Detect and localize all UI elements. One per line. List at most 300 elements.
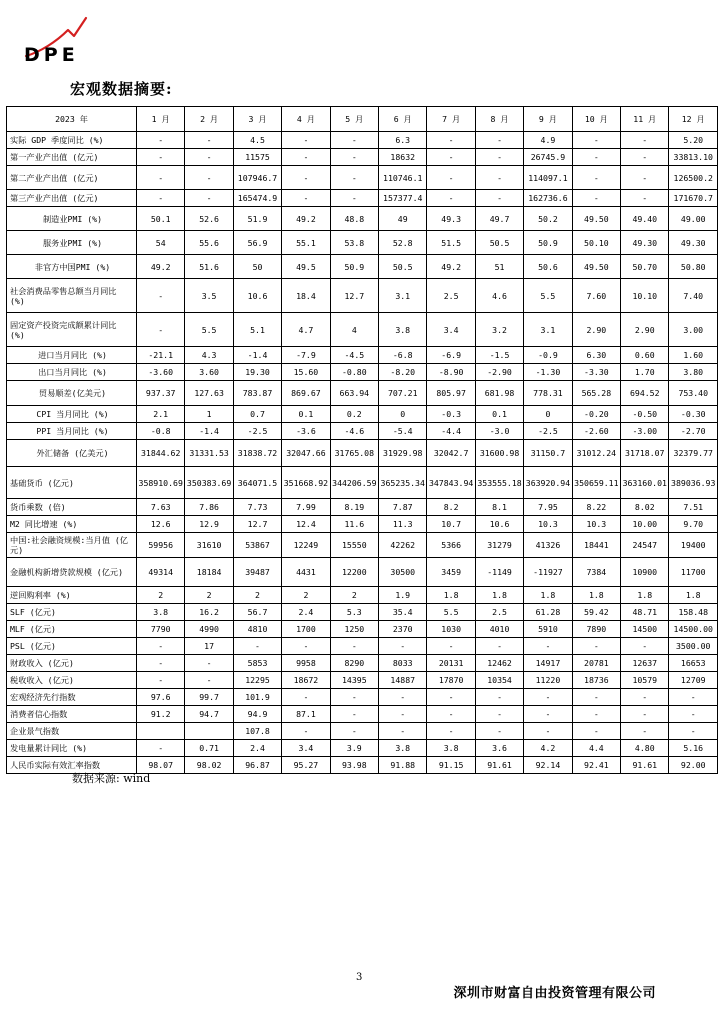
table-cell: - [475,132,523,149]
table-cell: 95.27 [282,757,330,774]
table-cell: 98.07 [137,757,185,774]
table-row [7,723,718,740]
header-month: 7 月 [427,107,475,132]
table-cell: 92.14 [524,757,572,774]
table-cell: 0 [379,406,427,423]
table-cell: 389036.93 [669,467,718,499]
table-cell: - [524,706,572,723]
table-cell: - [572,149,620,166]
table-cell: - [330,149,378,166]
table-cell: - [524,689,572,706]
table-cell: - [621,149,669,166]
table-cell: 3.4 [427,313,475,347]
row-label: 第三产业产出值 (亿元) [7,190,137,207]
table-row [7,406,718,423]
table-cell: - [379,638,427,655]
table-cell: - [572,689,620,706]
table-cell: -4.5 [330,347,378,364]
header-month: 4 月 [282,107,330,132]
table-cell: - [185,166,233,190]
table-cell: -8.20 [379,364,427,381]
table-cell: 347843.94 [427,467,475,499]
row-label: 基础货币 (亿元) [7,467,137,499]
logo-text: DPE [24,44,79,66]
table-cell: -7.9 [282,347,330,364]
table-cell: 50 [233,255,281,279]
table-cell: 12462 [475,655,523,672]
table-cell: 12.9 [185,516,233,533]
table-cell: - [572,132,620,149]
table-cell: 14500.00 [669,621,718,638]
table-cell: 4.5 [233,132,281,149]
table-cell: 1.9 [379,587,427,604]
table-cell: 10.3 [524,516,572,533]
table-cell: 50.9 [524,231,572,255]
table-row [7,166,718,190]
table-cell: - [475,190,523,207]
table-cell: 12295 [233,672,281,689]
table-cell: 31718.07 [621,440,669,467]
table-cell: 358910.69 [137,467,185,499]
table-cell: - [427,190,475,207]
table-cell: 50.5 [379,255,427,279]
table-cell: - [379,706,427,723]
table-cell: 5.1 [233,313,281,347]
table-cell: 42262 [379,533,427,558]
table-cell: 0.1 [282,406,330,423]
table-cell: 4.4 [572,740,620,757]
table-cell: 52.8 [379,231,427,255]
row-label: 逆回购利率 (%) [7,587,137,604]
table-cell: 5.5 [524,279,572,313]
table-cell: -4.6 [330,423,378,440]
table-cell: - [475,149,523,166]
table-cell: 49.2 [137,255,185,279]
table-cell: -6.8 [379,347,427,364]
table-cell: - [475,166,523,190]
table-cell: 31838.72 [233,440,281,467]
table-cell: 33813.10 [669,149,718,166]
table-cell: 158.48 [669,604,718,621]
header-month: 9 月 [524,107,572,132]
table-cell: 8290 [330,655,378,672]
table-cell: 94.7 [185,706,233,723]
table-cell: 8.19 [330,499,378,516]
table-cell: 49.40 [621,207,669,231]
table-cell: 91.15 [427,757,475,774]
row-label: 第二产业产出值 (亿元) [7,166,137,190]
table-cell: - [524,638,572,655]
table-cell: -1.5 [475,347,523,364]
table-cell: 10.3 [572,516,620,533]
table-cell: -2.5 [233,423,281,440]
table-cell: - [137,638,185,655]
table-cell: 1030 [427,621,475,638]
table-cell: 10.7 [427,516,475,533]
table-cell: 0 [524,406,572,423]
table-row [7,190,718,207]
table-cell: - [282,723,330,740]
table-cell: 8033 [379,655,427,672]
table-cell: -8.90 [427,364,475,381]
table-cell: - [330,166,378,190]
table-cell: 7.60 [572,279,620,313]
table-row [7,558,718,587]
table-cell: -1.4 [185,423,233,440]
table-cell: 3.4 [282,740,330,757]
table-cell: - [427,166,475,190]
row-label: 服务业PMI (%) [7,231,137,255]
row-label: 实际 GDP 季度同比 (%) [7,132,137,149]
company-name: 深圳市财富自由投资管理有限公司 [453,986,656,1001]
table-cell: 15550 [330,533,378,558]
table-cell: 51.6 [185,255,233,279]
header-month: 5 月 [330,107,378,132]
table-cell: 351668.92 [282,467,330,499]
table-cell: 165474.9 [233,190,281,207]
table-cell: 49.30 [621,231,669,255]
table-cell: 51.9 [233,207,281,231]
table-cell: - [137,149,185,166]
table-cell: 162736.6 [524,190,572,207]
table-cell: - [233,638,281,655]
table-cell: 20131 [427,655,475,672]
table-cell: 59956 [137,533,185,558]
row-label: 税收收入 (亿元) [7,672,137,689]
table-cell: 49.00 [669,207,718,231]
table-cell: 7.40 [669,279,718,313]
table-row [7,231,718,255]
table-cell: 0.7 [233,406,281,423]
row-label: 财政收入 (亿元) [7,655,137,672]
table-cell: - [330,132,378,149]
table-cell: - [524,723,572,740]
table-cell: 565.28 [572,381,620,406]
row-label: SLF (亿元) [7,604,137,621]
table-cell: 8.2 [427,499,475,516]
table-cell: 53.8 [330,231,378,255]
table-cell: -2.90 [475,364,523,381]
table-cell: 11700 [669,558,718,587]
table-cell: 56.7 [233,604,281,621]
table-cell: - [282,132,330,149]
table-cell: 49.3 [427,207,475,231]
row-label: 出口当月同比 (%) [7,364,137,381]
table-cell: 783.87 [233,381,281,406]
table-cell: - [282,638,330,655]
table-cell: 3.60 [185,364,233,381]
table-cell: 48.8 [330,207,378,231]
table-cell: 31331.53 [185,440,233,467]
table-cell: 92.41 [572,757,620,774]
table-cell: - [475,638,523,655]
table-cell: 49314 [137,558,185,587]
page-title: 宏观数据摘要: [70,80,173,98]
row-label: PSL (亿元) [7,638,137,655]
table-cell: 49.30 [669,231,718,255]
table-cell: 107.8 [233,723,281,740]
table-cell: - [427,149,475,166]
table-cell: 6.30 [572,347,620,364]
table-cell: - [572,706,620,723]
table-cell: - [282,149,330,166]
table-cell: 49.5 [282,255,330,279]
table-cell: - [621,638,669,655]
header-month: 6 月 [379,107,427,132]
table-cell: 157377.4 [379,190,427,207]
table-row [7,499,718,516]
table-cell: - [621,706,669,723]
table-row [7,207,718,231]
table-cell: -3.0 [475,423,523,440]
table-cell: 363160.01 [621,467,669,499]
table-cell: -0.20 [572,406,620,423]
table-cell: 5910 [524,621,572,638]
table-cell: -3.6 [282,423,330,440]
row-label: 非官方中国PMI (%) [7,255,137,279]
table-cell: 7790 [137,621,185,638]
table-row [7,672,718,689]
table-cell: 32047.66 [282,440,330,467]
table-cell: 49.2 [282,207,330,231]
table-cell: 99.7 [185,689,233,706]
table-cell: 1 [185,406,233,423]
data-source-note: 数据来源: wind [72,772,151,785]
header-month: 8 月 [475,107,523,132]
table-cell: 110746.1 [379,166,427,190]
table-cell: 5.16 [669,740,718,757]
table-cell: 10.6 [475,516,523,533]
table-cell: 12.7 [330,279,378,313]
table-cell: 344206.59 [330,467,378,499]
table-cell: 51 [475,255,523,279]
table-row [7,740,718,757]
table-cell: 0.60 [621,347,669,364]
table-cell: - [475,706,523,723]
table-cell: -2.5 [524,423,572,440]
table-cell: 2.4 [282,604,330,621]
table-cell: - [330,706,378,723]
table-cell: 4010 [475,621,523,638]
table-cell: 0.1 [475,406,523,423]
table-cell: 5853 [233,655,281,672]
table-cell: 91.2 [137,706,185,723]
row-label: 人民币实际有效汇率指数 [7,757,137,774]
table-cell: 31600.98 [475,440,523,467]
table-cell: 50.10 [572,231,620,255]
table-cell: -2.60 [572,423,620,440]
table-cell: - [137,655,185,672]
table-cell: 101.9 [233,689,281,706]
table-cell: 3.00 [669,313,718,347]
table-cell: 52.6 [185,207,233,231]
table-cell: 1.70 [621,364,669,381]
table-cell: 41326 [524,533,572,558]
table-cell: 8.1 [475,499,523,516]
table-cell: 3459 [427,558,475,587]
table-body [7,132,718,774]
table-cell: 753.40 [669,381,718,406]
table-row [7,149,718,166]
table-cell: 49.50 [572,255,620,279]
table-cell: -0.3 [427,406,475,423]
table-cell: 3.8 [379,313,427,347]
table-cell: - [621,132,669,149]
table-cell: 61.28 [524,604,572,621]
table-cell: - [137,132,185,149]
table-cell: 51.5 [427,231,475,255]
table-cell: 5.3 [330,604,378,621]
table-cell: 3.1 [524,313,572,347]
table-row [7,621,718,638]
row-label: 中国:社会融资规模:当月值 (亿元) [7,533,137,558]
table-cell: 350659.11 [572,467,620,499]
table-cell: 2 [330,587,378,604]
table-cell: -3.60 [137,364,185,381]
table-cell: - [427,723,475,740]
table-cell: 31844.62 [137,440,185,467]
table-cell: -5.4 [379,423,427,440]
table-cell: 9.70 [669,516,718,533]
table-cell: - [475,689,523,706]
table-cell: 7.87 [379,499,427,516]
table-cell: - [282,689,330,706]
table-cell: -0.30 [669,406,718,423]
table-cell: 10.6 [233,279,281,313]
table-cell: 12709 [669,672,718,689]
row-label: 宏观经济先行指数 [7,689,137,706]
table-cell: 94.9 [233,706,281,723]
table-cell: 87.1 [282,706,330,723]
table-cell: -0.9 [524,347,572,364]
table-cell: 2.90 [572,313,620,347]
table-cell: - [572,166,620,190]
table-cell: 3.5 [185,279,233,313]
table-cell: 19.30 [233,364,281,381]
table-cell: 48.71 [621,604,669,621]
table-cell: -0.50 [621,406,669,423]
table-row [7,638,718,655]
table-cell: 2 [282,587,330,604]
table-cell: 91.61 [475,757,523,774]
table-cell: - [185,132,233,149]
row-label: 贸易顺差(亿美元) [7,381,137,406]
table-cell: 2.5 [475,604,523,621]
table-cell: 3.9 [330,740,378,757]
table-cell: 55.1 [282,231,330,255]
table-cell: - [621,190,669,207]
table-cell: 12.6 [137,516,185,533]
table-cell: 49 [379,207,427,231]
table-cell: 49.7 [475,207,523,231]
table-cell: - [669,723,718,740]
header-year: 2023 年 [7,107,137,132]
table-cell: 12.4 [282,516,330,533]
table-cell: 869.67 [282,381,330,406]
table-cell: 16.2 [185,604,233,621]
table-cell: - [137,190,185,207]
table-cell: -0.8 [137,423,185,440]
row-label: 金融机构新增贷款规模 (亿元) [7,558,137,587]
table-cell: 171670.7 [669,190,718,207]
table-cell: - [137,313,185,347]
table-cell: 7.86 [185,499,233,516]
table-cell: - [669,706,718,723]
table-cell: - [330,689,378,706]
table-cell: 778.31 [524,381,572,406]
table-cell: 5.5 [185,313,233,347]
table-cell: - [427,132,475,149]
table-row [7,706,718,723]
table-cell: 7.95 [524,499,572,516]
table-cell: 5366 [427,533,475,558]
table-cell: 350383.69 [185,467,233,499]
table-cell: - [185,655,233,672]
table-row [7,423,718,440]
table-cell: 50.9 [330,255,378,279]
header-month: 12 月 [669,107,718,132]
table-cell: - [475,723,523,740]
table-cell: 2370 [379,621,427,638]
table-cell: 50.6 [524,255,572,279]
table-cell: 18441 [572,533,620,558]
table-cell: 2 [137,587,185,604]
table-cell: 10579 [621,672,669,689]
table-cell: 4990 [185,621,233,638]
table-row [7,255,718,279]
table-cell: 15.60 [282,364,330,381]
table-cell: 3.6 [475,740,523,757]
table-cell: 32042.7 [427,440,475,467]
table-cell: 11.3 [379,516,427,533]
table-cell: 56.9 [233,231,281,255]
table-cell [137,723,185,740]
header-month: 11 月 [621,107,669,132]
table-row [7,313,718,347]
table-cell: 937.37 [137,381,185,406]
table-cell: - [330,723,378,740]
row-label: M2 同比增速 (%) [7,516,137,533]
table-cell: 26745.9 [524,149,572,166]
table-cell: 11575 [233,149,281,166]
table-cell: 9958 [282,655,330,672]
page-number: 3 [356,972,363,983]
table-cell: 91.88 [379,757,427,774]
row-label: 消费者信心指数 [7,706,137,723]
table-header-row [7,107,718,132]
table-cell: 663.94 [330,381,378,406]
table-cell: 10354 [475,672,523,689]
table-cell: 14500 [621,621,669,638]
table-cell: 114097.1 [524,166,572,190]
table-cell: 0.2 [330,406,378,423]
table-cell: 4.7 [282,313,330,347]
table-cell: 4.3 [185,347,233,364]
table-cell: 127.63 [185,381,233,406]
table-cell: 35.4 [379,604,427,621]
table-cell: -0.80 [330,364,378,381]
table-cell: 10.00 [621,516,669,533]
table-cell: 681.98 [475,381,523,406]
table-cell: 3.1 [379,279,427,313]
table-cell: 18632 [379,149,427,166]
table-cell [185,723,233,740]
table-cell: - [379,723,427,740]
table-row [7,440,718,467]
table-cell: 55.6 [185,231,233,255]
table-cell: - [137,740,185,757]
table-cell: 2 [233,587,281,604]
